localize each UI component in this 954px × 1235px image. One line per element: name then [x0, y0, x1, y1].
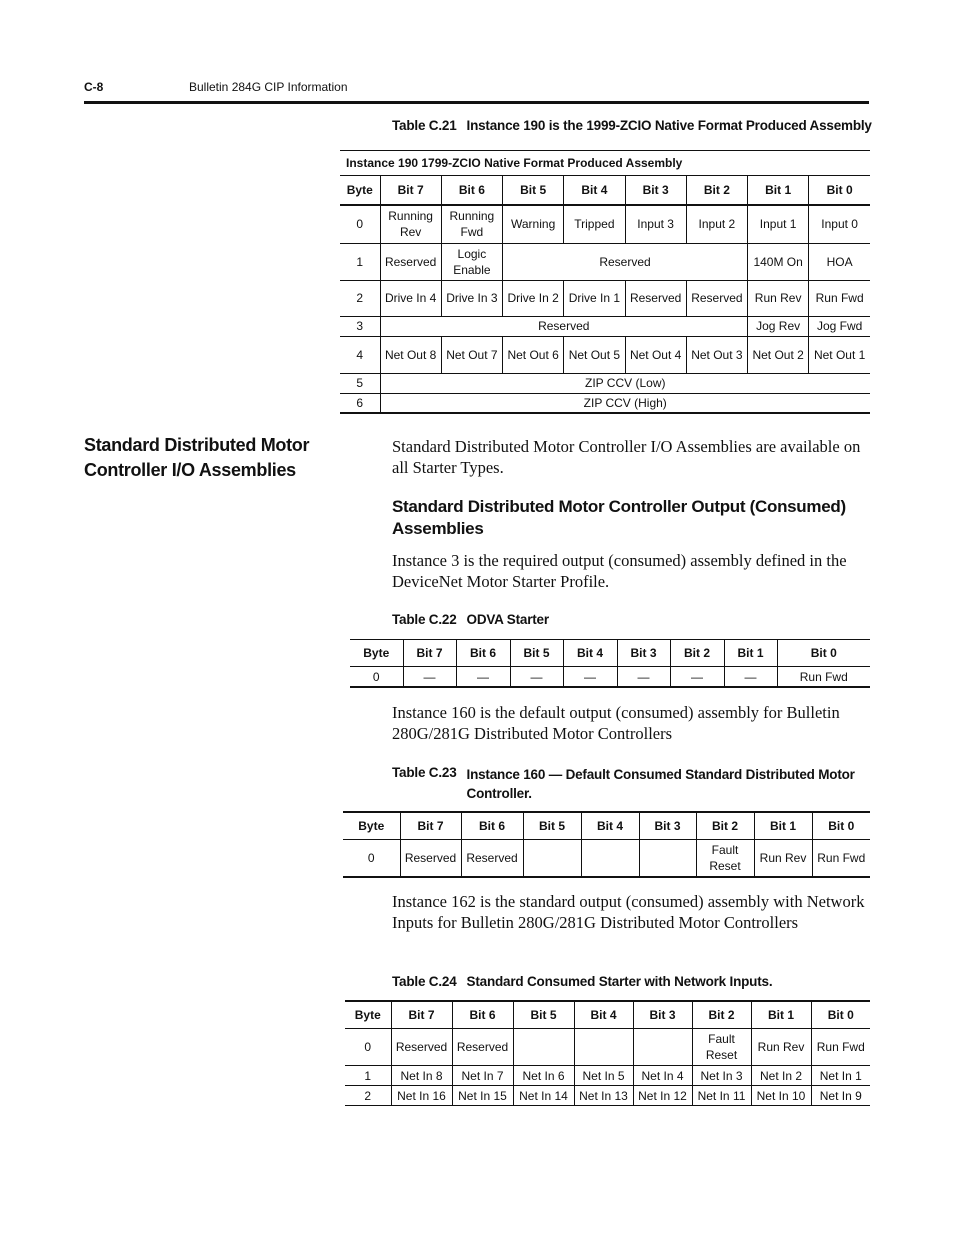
table-cell: Net In 11 [692, 1086, 751, 1106]
table-row [340, 316, 870, 336]
table-c21 [340, 150, 870, 414]
table-row [340, 336, 870, 373]
header-cell: Bit 5 [523, 812, 581, 840]
caption-text: Instance 190 is the 1999-ZCIO Native Format Produced Assembly [466, 118, 872, 133]
table-row [340, 243, 870, 280]
header-cell: Bit 7 [380, 176, 441, 206]
header-cell: Bit 7 [403, 640, 456, 667]
header-cell: Bit 4 [574, 1001, 633, 1029]
table-cell: Reserved [625, 280, 686, 316]
table-cell: 0 [345, 1029, 391, 1066]
header-cell: Bit 1 [754, 812, 812, 840]
table-row [350, 667, 870, 688]
table-cell: Drive In 2 [503, 280, 564, 316]
header-cell: Bit 7 [400, 812, 461, 840]
table-cell: Running Fwd [441, 205, 502, 243]
table-cell: Net Out 2 [748, 336, 809, 373]
table-cell: Run Fwd [812, 840, 870, 878]
table-cell: Net Out 5 [564, 336, 625, 373]
caption-text: Standard Consumed Starter with Network Inputs. [466, 974, 773, 989]
header-cell: Bit 6 [441, 176, 502, 206]
header-cell: Bit 1 [724, 640, 777, 667]
header-cell: Byte [343, 812, 400, 840]
header-cell: Bit 0 [777, 640, 870, 667]
header-cell: Byte [340, 176, 380, 206]
header-cell: Bit 0 [809, 176, 870, 206]
table-cell: Input 1 [748, 205, 809, 243]
table-cell: Net In 2 [751, 1066, 811, 1086]
table-c24 [345, 1000, 870, 1106]
table-cell: Drive In 3 [441, 280, 502, 316]
table-cell: 0 [372, 669, 380, 684]
table-cell [633, 1029, 692, 1066]
table-cell: Run Fwd [809, 280, 870, 316]
table-c21-caption [392, 118, 872, 133]
table-cell: Logic Enable [441, 243, 502, 280]
table-row [340, 205, 870, 243]
table-cell: ZIP CCV (High) [380, 393, 870, 413]
table-cell: Net In 10 [751, 1086, 811, 1106]
table-cell: Net In 3 [692, 1066, 751, 1086]
table-cell: Running Rev [380, 205, 441, 243]
table-row [340, 280, 870, 316]
table-cell: — [724, 667, 777, 688]
table-header-row [343, 812, 870, 840]
table-row [345, 1066, 870, 1086]
table-cell: 2 [340, 280, 380, 316]
table-cell: Net In 15 [452, 1086, 513, 1106]
header-cell: Bit 2 [696, 812, 754, 840]
instance-3-paragraph: Instance 3 is the required output (consumed) assembly defined in the DeviceNet Motor Starter Profile. [392, 551, 847, 591]
caption-number: Table C.22 [392, 612, 457, 627]
header-cell: Bit 5 [503, 176, 564, 206]
table-cell: Input 0 [809, 205, 870, 243]
table-cell: 1 [340, 243, 380, 280]
table-cell: Drive In 4 [380, 280, 441, 316]
table-cell: Run Fwd [777, 667, 870, 688]
table-cell: Jog Fwd [809, 316, 870, 336]
table-cell [574, 1029, 633, 1066]
table-cell: Warning [503, 205, 564, 243]
table-cell: Reserved [686, 280, 747, 316]
table-cell: Jog Rev [748, 316, 809, 336]
header-cell: Bit 3 [633, 1001, 692, 1029]
header-cell: Bit 4 [563, 640, 617, 667]
header-cell: Bit 3 [625, 176, 686, 206]
table-cell: Net In 14 [513, 1086, 574, 1106]
page-number: C-8 [84, 80, 104, 94]
table-cell: Net Out 3 [686, 336, 747, 373]
table-cell: Net Out 7 [441, 336, 502, 373]
header-cell: Bit 7 [391, 1001, 452, 1029]
table-cell: Run Rev [748, 280, 809, 316]
table-cell: Reserved [380, 243, 441, 280]
caption-number: Table C.21 [392, 118, 457, 133]
table-cell: Net In 8 [391, 1066, 452, 1086]
caption-text: Instance 160 — Default Consumed Standard Distributed Motor Controller. [466, 767, 855, 801]
table-cell: Net In 13 [574, 1086, 633, 1106]
intro-paragraph: Standard Distributed Motor Controller I/O Assemblies are available on all Starter Types. [392, 437, 861, 477]
header-cell: Byte [345, 1001, 391, 1029]
header-cell: Bit 6 [452, 1001, 513, 1029]
header-cell: Byte [350, 640, 403, 667]
table-cell [639, 840, 696, 878]
table-cell: Drive In 1 [564, 280, 625, 316]
table-cell: Net In 1 [811, 1066, 870, 1086]
table-cell: ZIP CCV (Low) [380, 373, 870, 393]
table-cell: Net Out 1 [809, 336, 870, 373]
subsection-heading: Standard Distributed Motor Controller Output (Consumed) Assemblies [392, 497, 846, 538]
section-heading: Standard Distributed Motor Controller I/O Assemblies [84, 435, 310, 480]
table-cell: Net In 16 [391, 1086, 452, 1106]
header-cell: Bit 0 [811, 1001, 870, 1029]
instance-162-paragraph: Instance 162 is the standard output (consumed) assembly with Network Inputs for Bulletin 280G/281G Distributed Motor Controllers [392, 892, 865, 932]
header-rule [84, 101, 869, 104]
table-c23-caption [392, 765, 867, 803]
table-c23 [343, 811, 870, 878]
table-cell: Net In 4 [633, 1066, 692, 1086]
table-cell: Tripped [564, 205, 625, 243]
caption-number: Table C.24 [392, 974, 457, 989]
table-cell [581, 840, 639, 878]
table-cell: Fault Reset [696, 840, 754, 878]
table-header-row [345, 1001, 870, 1029]
table-cell: Net Out 8 [380, 336, 441, 373]
table-cell: Net In 12 [633, 1086, 692, 1106]
table-header-row [350, 640, 870, 667]
table-cell: Net In 6 [513, 1066, 574, 1086]
table-cell: Net Out 4 [625, 336, 686, 373]
table-cell: Run Fwd [811, 1029, 870, 1066]
table-cell: Net Out 6 [503, 336, 564, 373]
table-cell: 4 [340, 336, 380, 373]
table-cell: Fault Reset [692, 1029, 751, 1066]
table-cell: Reserved [461, 840, 523, 878]
table-row [340, 373, 870, 393]
table-cell: — [617, 667, 670, 688]
table-row [343, 840, 870, 878]
table-cell: 1 [345, 1066, 391, 1086]
header-cell: Bit 1 [751, 1001, 811, 1029]
table-cell: — [456, 667, 510, 688]
table-cell: Reserved [503, 243, 748, 280]
caption-number: Table C.23 [392, 765, 457, 780]
header-cell: Bit 4 [581, 812, 639, 840]
header-cell: Bit 3 [639, 812, 696, 840]
table-cell: — [510, 667, 563, 688]
caption-text: ODVA Starter [466, 612, 549, 627]
table-cell: Net In 5 [574, 1066, 633, 1086]
table-c22 [350, 639, 870, 688]
header-cell: Bit 6 [461, 812, 523, 840]
table-cell: 6 [340, 393, 380, 413]
table-header-row [340, 176, 870, 206]
header-cell: Bit 6 [456, 640, 510, 667]
table-c24-caption [392, 974, 772, 989]
table-title: Instance 190 1799-ZCIO Native Format Produced Assembly [340, 151, 870, 176]
table-cell: Reserved [400, 840, 461, 878]
table-cell: Input 3 [625, 205, 686, 243]
header-cell: Bit 1 [748, 176, 809, 206]
table-row [345, 1029, 870, 1066]
table-row [340, 393, 870, 413]
table-cell: Reserved [391, 1029, 452, 1066]
table-cell: 5 [340, 373, 380, 393]
table-cell: Net In 9 [811, 1086, 870, 1106]
table-cell: 2 [345, 1086, 391, 1106]
running-title: Bulletin 284G CIP Information [189, 80, 348, 94]
header-cell: Bit 5 [510, 640, 563, 667]
table-c22-caption [392, 612, 549, 627]
table-cell: — [563, 667, 617, 688]
table-cell: 0 [367, 851, 375, 865]
header-cell: Bit 3 [617, 640, 670, 667]
table-cell: — [403, 667, 456, 688]
table-cell: 3 [340, 316, 380, 336]
table-cell: Reserved [380, 316, 748, 336]
header-cell: Bit 2 [686, 176, 747, 206]
header-cell: Bit 4 [564, 176, 625, 206]
table-cell: 0 [340, 205, 380, 243]
table-cell: HOA [809, 243, 870, 280]
table-cell [513, 1029, 574, 1066]
header-cell: Bit 2 [692, 1001, 751, 1029]
header-cell: Bit 0 [812, 812, 870, 840]
table-cell: — [670, 667, 724, 688]
table-cell [523, 840, 581, 878]
instance-160-paragraph: Instance 160 is the default output (consumed) assembly for Bulletin 280G/281G Distributed Motor Controllers [392, 703, 840, 743]
header-cell: Bit 5 [513, 1001, 574, 1029]
table-cell: 140M On [748, 243, 809, 280]
table-cell: Input 2 [686, 205, 747, 243]
table-row [345, 1086, 870, 1106]
table-cell: Run Rev [754, 840, 812, 878]
table-cell: Net In 7 [452, 1066, 513, 1086]
table-cell: Run Rev [751, 1029, 811, 1066]
table-cell: Reserved [452, 1029, 513, 1066]
header-cell: Bit 2 [670, 640, 724, 667]
